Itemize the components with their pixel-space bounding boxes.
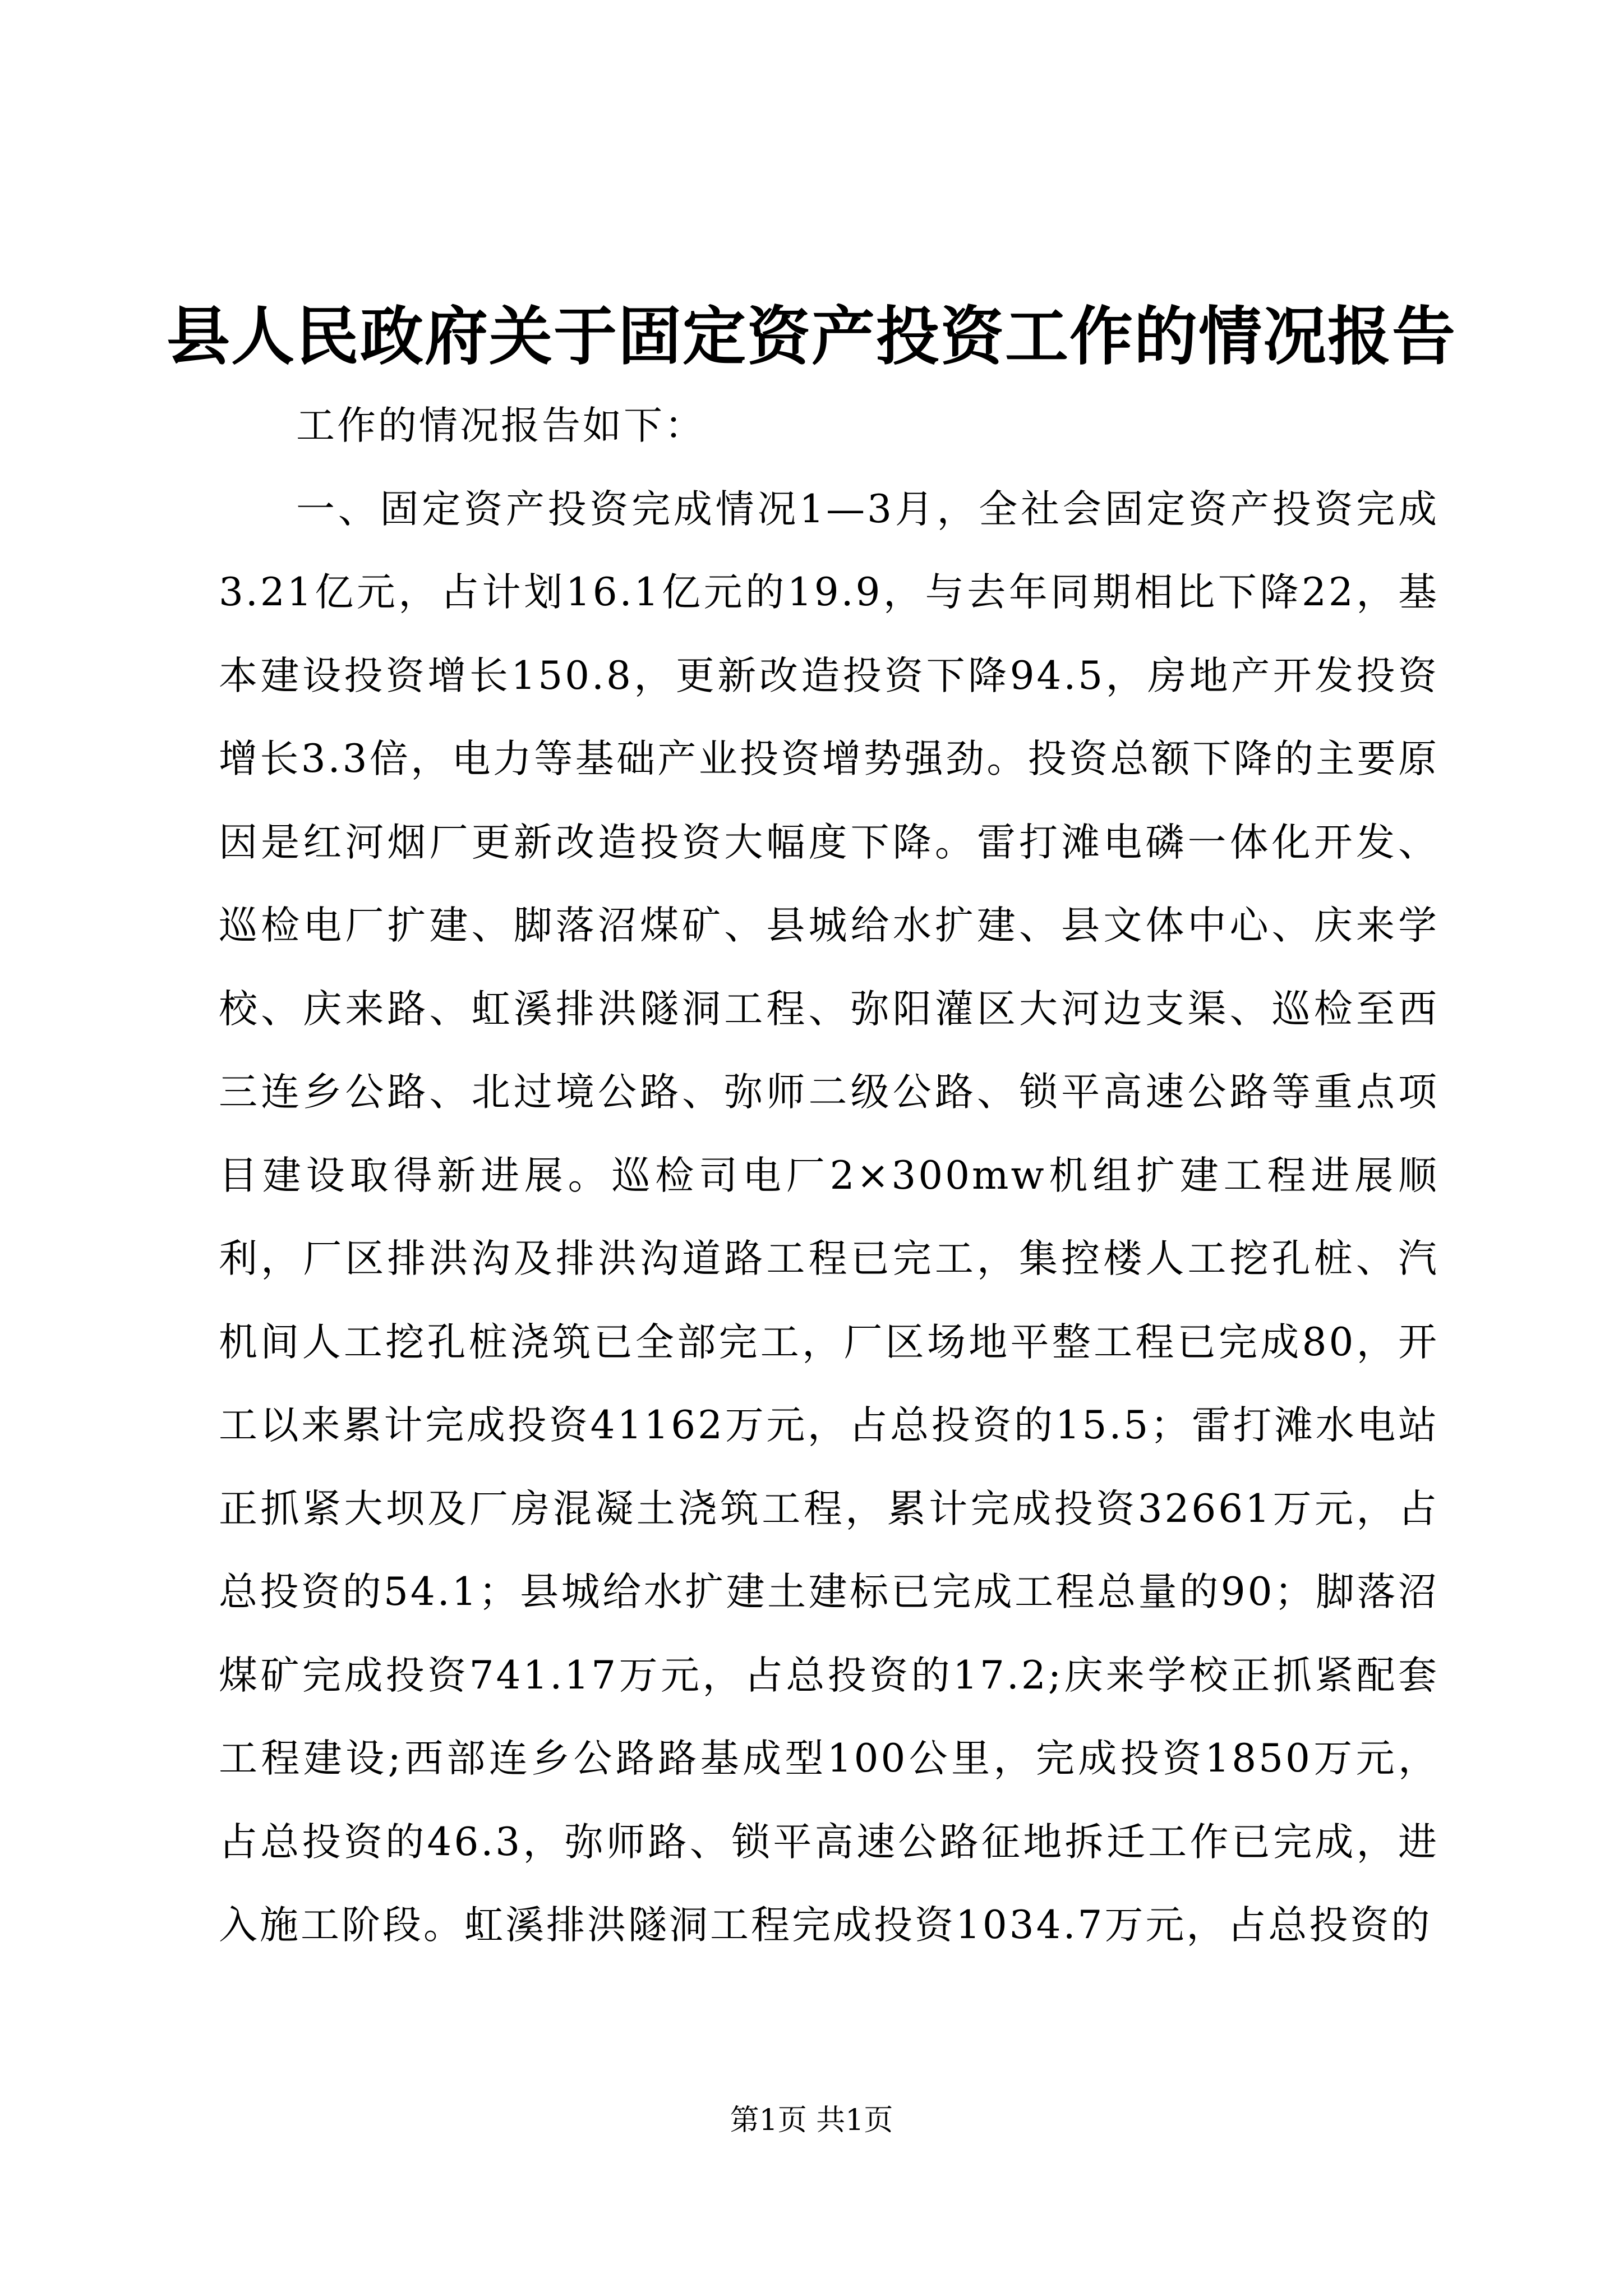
- document-title: 县人民政府关于固定资产投资工作的情况报告: [167, 299, 1456, 374]
- document-body: [219, 384, 1439, 1967]
- page-footer: 第1页 共1页: [730, 2104, 893, 2137]
- paragraph-investment-status: 一、固定资产投资完成情况1—3月，全社会固定资产投资完成3.21亿元，占计划16.1亿元的19.9，与去年同期相比下降22，基本建设投资增长150.8，更新改造投资下降94.5，房地产开发投资增长3.3倍，电力等基础产业投资增势强劲。投资总额下降的主要原因是红河烟厂更新改造投资大幅度下降。雷打滩电磷一体化开发、巡检电厂扩建、脚落沼煤矿、县城给水扩建、县文体中心、庆来学校、庆来路、虹溪排洪隧洞工程、弥阳灌区大河边支渠、巡检至西三连乡公路、北过境公路、弥师二级公路、锁平高速公路等重点项目建设取得新进展。巡检司电厂2×300mw机组扩建工程进展顺利，厂区排洪沟及排洪沟道路工程已完工，集控楼人工挖孔桩、汽机间人工挖孔桩浇筑已全部完工，厂区场地平整工程已完成80，开工以来累计完成投资41162万元，占总投资的15.5；雷打滩水电站正抓紧大坝及厂房混凝土浇筑工程，累计完成投资32661万元，占总投资的54.1；县城给水扩建土建标已完成工程总量的90；脚落沼煤矿完成投资741.17万元，占总投资的17.2;庆来学校正抓紧配套工程建设;西部连乡公路路基成型100公里，完成投资1850万元，占总投资的46.3，弥师路、锁平高速公路征地拆迁工作已完成，进入施工阶段。虹溪排洪隧洞工程完成投资1034.7万元，占总投资的: [219, 486, 1439, 1948]
- paragraph-intro: 工作的情况报告如下：: [296, 403, 706, 448]
